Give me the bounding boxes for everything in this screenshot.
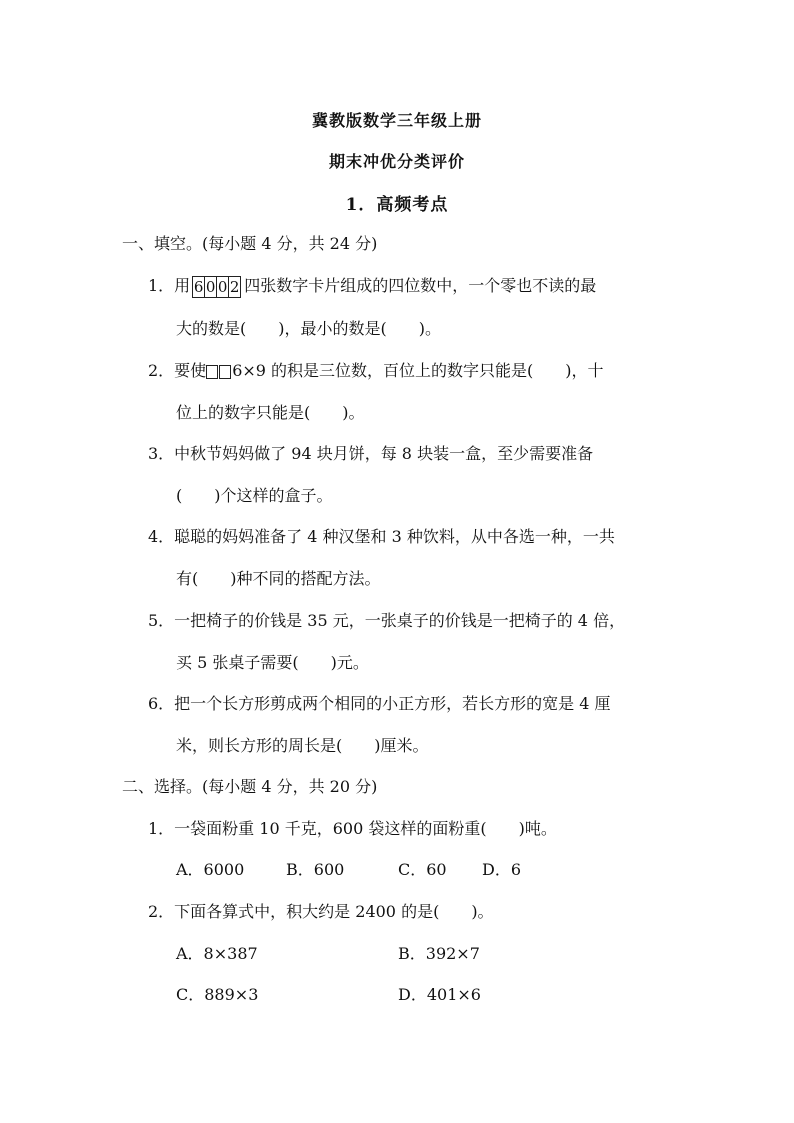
fill-q4-line2: 有( )种不同的搭配方法。 bbox=[176, 569, 381, 588]
choice-q1-stem: 1．一袋面粉重 10 千克，600 袋这样的面粉重( )吨。 bbox=[148, 819, 557, 838]
digit-card: 0 bbox=[217, 277, 228, 296]
choice-q1-option-d: D．6 bbox=[482, 860, 522, 879]
fill-q1-line2: 大的数是( )，最小的数是( )。 bbox=[176, 319, 441, 338]
fill-q6: 6．把一个长方形剪成两个相同的小正方形，若长方形的宽是 4 厘 bbox=[148, 694, 611, 713]
fill-q2-line2: 位上的数字只能是( )。 bbox=[176, 403, 365, 422]
choice-q2-option-b: B．392×7 bbox=[398, 944, 480, 963]
digit-card: 2 bbox=[229, 277, 240, 296]
fill-q3-line2: ( )个这样的盒子。 bbox=[176, 486, 333, 505]
digit-card: 6 bbox=[193, 277, 204, 296]
fill-q3: 3．中秋节妈妈做了 94 块月饼，每 8 块装一盒，至少需要准备 bbox=[148, 444, 594, 463]
fill-q6-line2: 米，则长方形的周长是( )厘米。 bbox=[176, 736, 429, 755]
fill-q2-prefix: 2．要使 bbox=[148, 361, 207, 380]
choice-q1-option-a: A．6000 bbox=[176, 860, 245, 879]
fill-q2 bbox=[148, 358, 604, 381]
choice-q2-stem: 2．下面各算式中，积大约是 2400 的是( )。 bbox=[148, 902, 494, 921]
choice-q2-option-c: C．889×3 bbox=[176, 985, 259, 1004]
section-1-heading: 一、填空。(每小题 4 分，共 24 分) bbox=[122, 234, 378, 253]
fill-q5-line2: 买 5 张桌子需要( )元。 bbox=[176, 653, 369, 672]
fill-q2-text: 6×9 的积是三位数，百位上的数字只能是( )，十 bbox=[232, 361, 604, 380]
document-subtitle: 期末冲优分类评价 bbox=[328, 152, 465, 171]
digit-cards bbox=[192, 276, 240, 298]
digit-card: 0 bbox=[205, 277, 216, 296]
choice-q2-option-d: D．401×6 bbox=[398, 985, 481, 1004]
fill-q5: 5．一把椅子的价钱是 35 元，一张桌子的价钱是一把椅子的 4 倍， bbox=[148, 611, 626, 630]
blank-box bbox=[219, 365, 231, 379]
fill-q1-text: 四张数字卡片组成的四位数中，一个零也不读的最 bbox=[244, 276, 597, 295]
choice-q2-option-a: A．8×387 bbox=[176, 944, 258, 963]
fill-q1 bbox=[148, 273, 596, 298]
fill-q4: 4．聪聪的妈妈准备了 4 种汉堡和 3 种饮料，从中各选一种，一共 bbox=[148, 527, 615, 546]
section-2-heading: 二、选择。(每小题 4 分，共 20 分) bbox=[122, 777, 378, 796]
fill-q1-prefix: 1．用 bbox=[148, 276, 191, 295]
section-title: 1．高频考点 bbox=[345, 195, 449, 215]
document-title: 冀教版数学三年级上册 bbox=[311, 111, 482, 130]
blank-box bbox=[206, 365, 218, 379]
choice-q1-option-b: B．600 bbox=[286, 860, 345, 879]
choice-q1-option-c: C．60 bbox=[398, 860, 447, 879]
